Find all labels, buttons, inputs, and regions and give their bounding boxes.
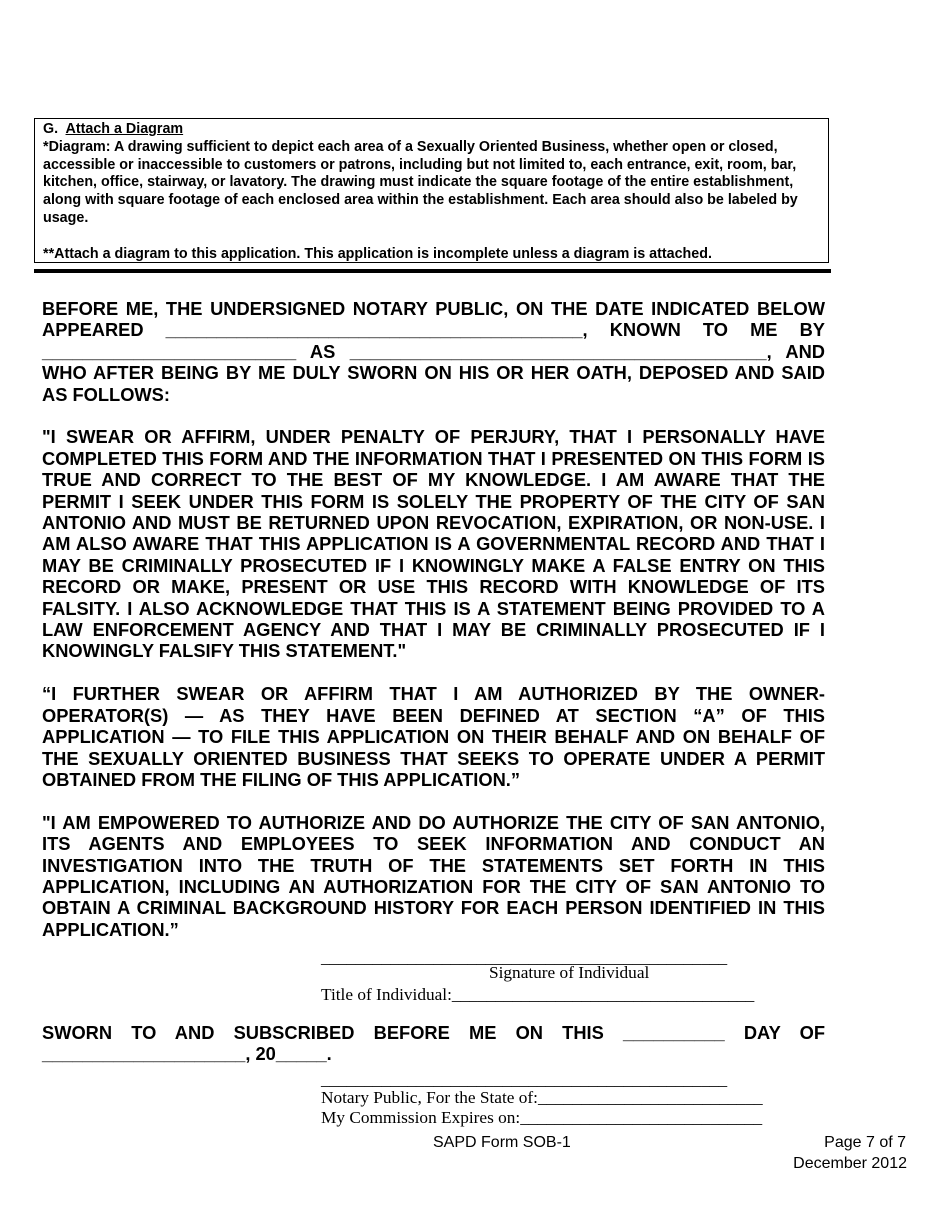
footer-date: December 2012 xyxy=(793,1155,907,1172)
notary-state-field[interactable]: Notary Public, For the State of:__________________________ xyxy=(321,1088,763,1107)
oath-paragraph-1: "I SWEAR OR AFFIRM, UNDER PENALTY OF PERJURY, THAT I PERSONALLY HAVE COMPLETED THIS FORM AND THE INFORMATION THAT I PRESENTED ON THIS FORM IS TRUE AND CORRECT TO THE BEST OF MY KNOWLEDGE. I AM AWARE THAT THE PERMIT I SEEK UNDER THIS FORM IS SOLELY THE PROPERTY OF THE CITY OF SAN ANTONIO AND MUST BE RETURNED UPON REVOCATION, EXPIRATION, OR NON-USE. I AM ALSO AWARE THAT THIS APPLICATION IS A GOVERNMENTAL RECORD AND THAT I MAY BE CRIMINALLY PROSECUTED IF I KNOWINGLY MAKE A FALSE ENTRY ON THIS RECORD OR MAKE, PRESENT OR USE THIS RECORD WITH KNOWLEDGE OF ITS FALSITY. I ALSO ACKNOWLEDGE THAT THIS IS A STATEMENT BEING PROVIDED TO A LAW ENFORCEMENT AGENCY AND THAT I MAY BE CRIMINALLY PROSECUTED IF I KNOWINGLY FALSIFY THIS STATEMENT." xyxy=(42,426,825,662)
notary-signature-line[interactable]: _______________________________________________ xyxy=(321,1070,728,1089)
sworn-statement: SWORN TO AND SUBSCRIBED BEFORE ME ON THIS __________ DAY OF ____________________, 20_____. xyxy=(42,1022,825,1065)
section-g-letter: G. xyxy=(43,121,59,137)
section-g-description: *Diagram: A drawing sufficient to depict each area of a Sexually Oriented Business, whether open or closed, accessible or inaccessible to customers or patrons, including but not limited to, each entrance, exit, room, bar, kitchen, office, stairway, or lavatory. The drawing must indicate the square footage of the entire establishment, along with square footage of each enclosed area within the establishment. Each area should also be labeled by usage. xyxy=(43,138,798,226)
section-g-heading xyxy=(43,121,820,139)
section-divider xyxy=(34,269,831,273)
section-g-box xyxy=(34,118,829,263)
title-of-individual-field[interactable]: Title of Individual:___________________________________ xyxy=(321,985,755,1004)
commission-expiry-field[interactable]: My Commission Expires on:____________________________ xyxy=(321,1108,763,1127)
notary-statement xyxy=(42,298,825,962)
footer-form-id: SAPD Form SOB-1 xyxy=(433,1134,571,1151)
section-g-note: **Attach a diagram to this application. This application is incomplete unless a diagram is attached. xyxy=(43,245,712,262)
oath-paragraph-2: “I FURTHER SWEAR OR AFFIRM THAT I AM AUTHORIZED BY THE OWNER-OPERATOR(S) — AS THEY HAVE BEEN DEFINED AT SECTION “A” OF THIS APPLICATION — TO FILE THIS APPLICATION ON THEIR BEHALF AND ON BEHALF OF THE SEXUALLY ORIENTED BUSINESS THAT SEEKS TO OPERATE UNDER A PERMIT OBTAINED FROM THE FILING OF THIS APPLICATION.” xyxy=(42,683,825,790)
section-g-title: Attach a Diagram xyxy=(65,121,184,137)
footer-page-number: Page 7 of 7 xyxy=(824,1134,906,1151)
signature-line[interactable]: _______________________________________________ xyxy=(321,948,728,967)
signature-label: Signature of Individual xyxy=(489,963,650,982)
notary-intro: BEFORE ME, THE UNDERSIGNED NOTARY PUBLIC, ON THE DATE INDICATED BELOW APPEARED _________________________________________, KNOWN TO ME BY _________________________ AS _________________________________________, AND WHO AFTER BEING BY ME DULY SWORN ON HIS OR HER OATH, DEPOSED AND SAID AS FOLLOWS: xyxy=(42,298,825,405)
oath-paragraph-3: "I AM EMPOWERED TO AUTHORIZE AND DO AUTHORIZE THE CITY OF SAN ANTONIO, ITS AGENTS AND EMPLOYEES TO SEEK INFORMATION AND CONDUCT AN INVESTIGATION INTO THE TRUTH OF THE STATEMENTS SET FORTH IN THIS APPLICATION, INCLUDING AN AUTHORIZATION FOR THE CITY OF SAN ANTONIO TO OBTAIN A CRIMINAL BACKGROUND HISTORY FOR EACH PERSON IDENTIFIED IN THIS APPLICATION.” xyxy=(42,811,825,940)
